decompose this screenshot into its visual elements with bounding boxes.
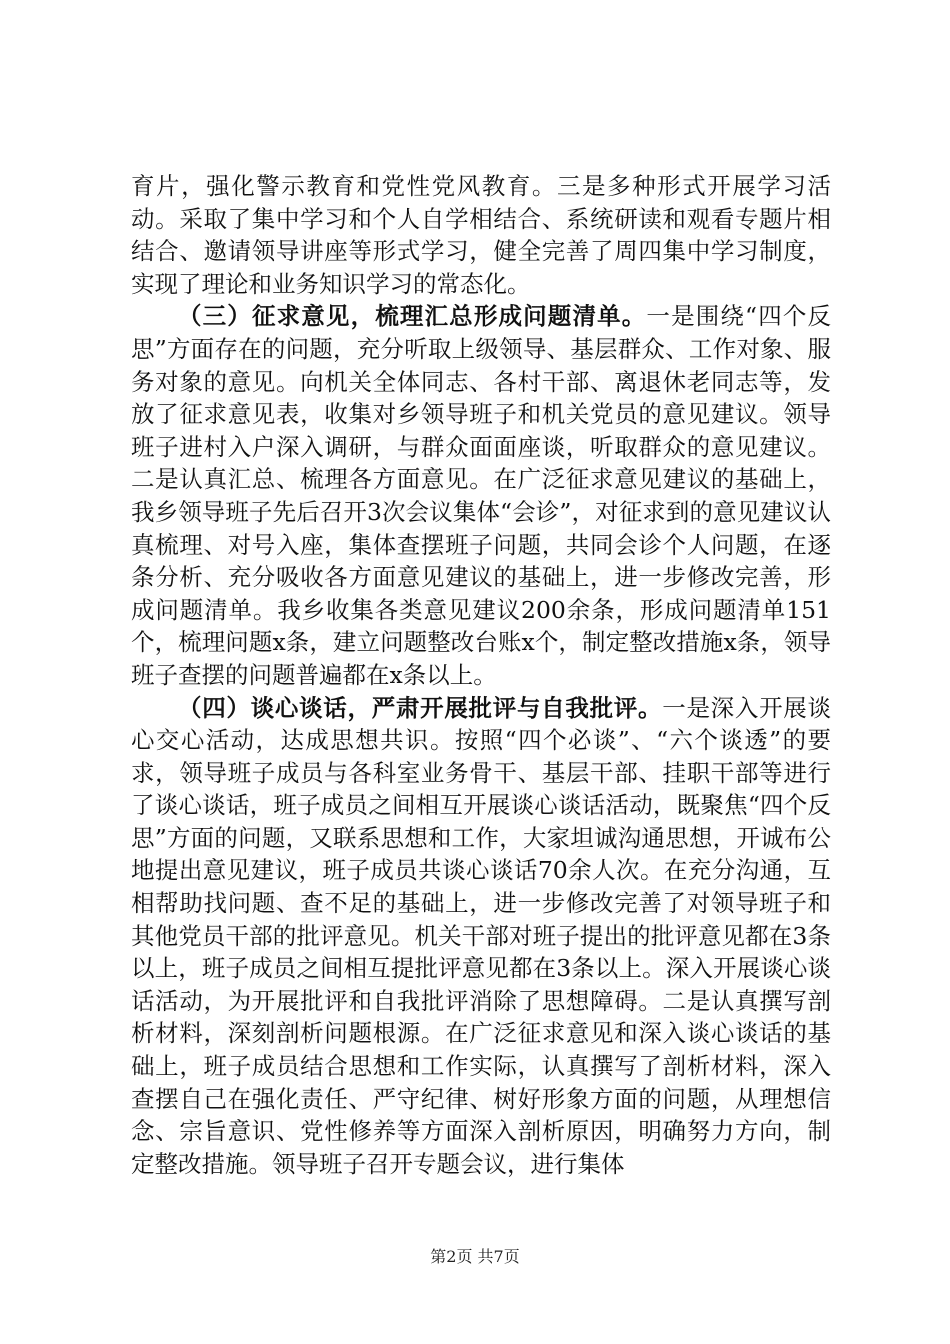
section-4-heading: （四）谈心谈话，严肃开展批评与自我批评。 <box>178 693 663 722</box>
section-3-body: 一是围绕“四个反思”方面存在的问题，充分听取上级领导、基层群众、工作对象、服务对象的意见。向机关全体同志、各村干部、离退休老同志等，发放了征求意见表，收集对乡领导班子和机关党员的意见建议。领导班子进村入户深入调研，与群众面面座谈，听取群众的意见建议。二是认真汇总、梳理各方面意见。在广泛征求意见建议的基础上，我乡领导班子先后召开3次会议集体“会诊”，对征求到的意见建议认真梳理、对号入座，集体查摆班子问题，共同会诊个人问题，在逐条分析、充分吸收各方面意见建议的基础上，进一步修改完善，形成问题清单。我乡收集各类意见建议200余条，形成问题清单151个，梳理问题x条，建立问题整改台账x个，制定整改措施x条，领导班子查摆的问题普遍都在x条以上。 <box>131 302 832 689</box>
paragraph-section-3 <box>131 300 831 691</box>
section-3-heading: （三）征求意见，梳理汇总形成问题清单。 <box>178 302 647 331</box>
paragraph-1: 育片，强化警示教育和党性党风教育。三是多种形式开展学习活动。采取了集中学习和个人自学相结合、系统研读和观看专题片相结合、邀请领导讲座等形式学习，健全完善了周四集中学习制度，实现了理论和业务知识学习的常态化。 <box>131 172 831 298</box>
section-4-body: 一是深入开展谈心交心活动，达成思想共识。按照“四个必谈”、“六个谈透”的要求，领导班子成员与各科室业务骨干、基层干部、挂职干部等进行了谈心谈话，班子成员之间相互开展谈心谈话活动，既聚焦“四个反思”方面的问题，又联系思想和工作，大家坦诚沟通思想，开诚布公地提出意见建议，班子成员共谈心谈话70余人次。在充分沟通，互相帮助找问题、查不足的基础上，进一步修改完善了对领导班子和其他党员干部的批评意见。机关干部对班子提出的批评意见都在3条以上，班子成员之间相互提批评意见都在3条以上。深入开展谈心谈话活动，为开展批评和自我批评消除了思想障碍。二是认真撰写剖析材料，深刻剖析问题根源。在广泛征求意见和深入谈心谈话的基础上，班子成员结合思想和工作实际，认真撰写了剖析材料，深入查摆自己在强化责任、严守纪律、树好形象方面的问题，从理想信念、宗旨意识、党性修养等方面深入剖析原因，明确努力方向，制定整改措施。领导班子召开专题会议，进行集体 <box>131 693 832 1178</box>
document-body <box>131 170 831 1180</box>
paragraph-section-4 <box>131 692 831 1181</box>
page-number-footer: 第2页 共7页 <box>430 1247 520 1266</box>
